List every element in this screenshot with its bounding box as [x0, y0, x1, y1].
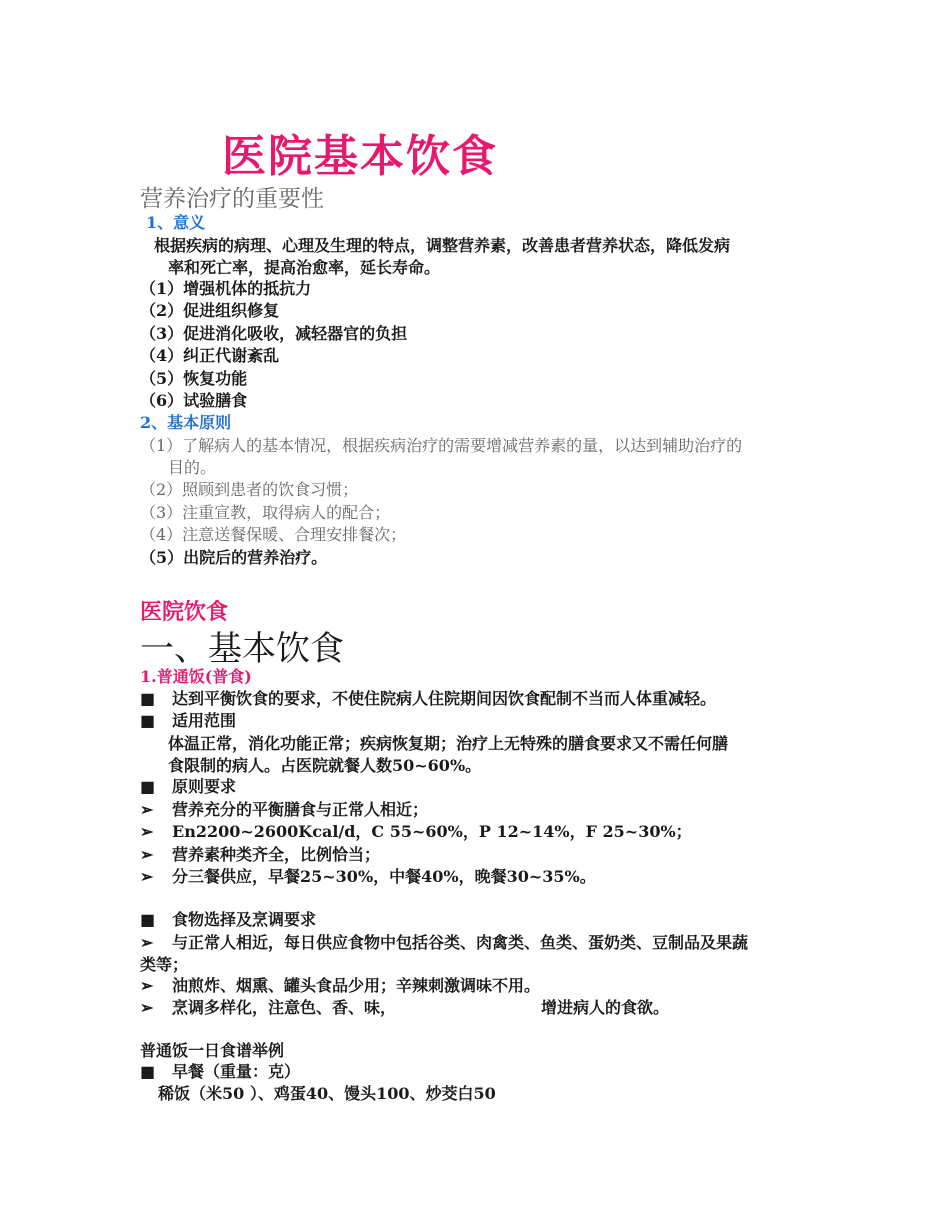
principle-4: （4）注意送餐保暖、合理安排餐次； — [140, 525, 407, 544]
arrow-bullet-icon: ➢ — [140, 822, 154, 841]
page-title: 医院基本饮食 — [222, 131, 498, 182]
food-item-1-line1: ➢ 与正常人相近，每日供应食物中包括谷类、肉禽类、鱼类、蛋奶类、豆制品及果蔬 — [140, 933, 749, 952]
food-item-3-tail: 增进病人的食欲。 — [541, 998, 670, 1017]
meaning-paragraph-line1: 根据疾病的病理、心理及生理的特点，调整营养素，改善患者营养状态，降低发病 — [154, 236, 731, 255]
square-bullet-icon: ■ — [140, 689, 156, 708]
arrow-bullet-icon: ➢ — [140, 800, 154, 819]
bullet-principle-requirements — [140, 778, 236, 796]
heading-meaning: 1、意义 — [146, 213, 206, 232]
bullet-text: 原则要求 — [172, 777, 237, 796]
arrow-bullet-icon: ➢ — [140, 998, 154, 1017]
requirement-1: ➢ 营养充分的平衡膳食与正常人相近； — [140, 800, 429, 819]
meaning-item-2: （2）促进组织修复 — [140, 301, 280, 320]
meaning-item-1: （1）增强机体的抵抗力 — [140, 279, 312, 298]
bullet-balanced-diet — [140, 690, 716, 708]
heading-basic-diet: 一、基本饮食 — [140, 629, 344, 669]
square-bullet-icon: ■ — [140, 777, 156, 796]
principle-5: （5）出院后的营养治疗。 — [140, 548, 328, 567]
bullet-text: 适用范围 — [172, 711, 237, 730]
bullet-scope — [140, 712, 236, 730]
square-bullet-icon: ■ — [140, 711, 156, 730]
requirement-3: ➢ 营养素种类齐全，比例恰当； — [140, 845, 381, 864]
principle-1-line1: （1）了解病人的基本情况，根据疾病治疗的需要增减营养素的量，以达到辅助治疗的 — [140, 436, 743, 455]
arrow-bullet-icon: ➢ — [140, 867, 154, 886]
meaning-paragraph-line2: 率和死亡率，提高治愈率，延长寿命。 — [168, 258, 441, 277]
requirement-2: ➢ En2200~2600Kcal/d，C 55~60%，P 12~14%，F 25~30%； — [140, 822, 692, 841]
food-item-1-line2: 类等； — [140, 955, 189, 974]
bullet-food-selection: ■ 食物选择及烹调要求 — [140, 910, 317, 929]
meaning-item-4: （4）纠正代谢紊乱 — [140, 346, 280, 365]
requirement-4: ➢ 分三餐供应，早餐25~30%，中餐40%，晚餐30~35%。 — [140, 867, 596, 886]
heading-principles: 2、基本原则 — [140, 413, 232, 432]
arrow-bullet-icon: ➢ — [140, 845, 154, 864]
meaning-item-6: （6）试验膳食 — [140, 391, 248, 410]
heading-regular-diet: 1.普通饭(普食) — [140, 667, 252, 686]
principle-1-line2: 目的。 — [168, 458, 217, 477]
scope-line1: 体温正常，消化功能正常；疾病恢复期；治疗上无特殊的膳食要求又不需任何膳 — [168, 734, 729, 753]
bullet-breakfast: ■ 早餐（重量：克） — [140, 1062, 301, 1081]
bullet-text: 达到平衡饮食的要求，不使住院病人住院期间因饮食配制不当而人体重减轻。 — [172, 689, 717, 708]
principle-2: （2）照顾到患者的饮食习惯； — [140, 480, 359, 499]
square-bullet-icon: ■ — [140, 910, 156, 929]
food-item-3: ➢ 烹调多样化，注意色、香、味， — [140, 998, 397, 1017]
scope-line2: 食限制的病人。占医院就餐人数50~60%。 — [168, 756, 482, 775]
meaning-item-3: （3）促进消化吸收，减轻器官的负担 — [140, 324, 408, 343]
heading-hospital-diet: 医院饮食 — [140, 600, 229, 625]
principle-3: （3）注重宣教，取得病人的配合； — [140, 503, 391, 522]
breakfast-menu: 稀饭（米50 ）、鸡蛋40、馒头100、炒茭白50 — [158, 1084, 496, 1103]
arrow-bullet-icon: ➢ — [140, 933, 154, 952]
square-bullet-icon: ■ — [140, 1062, 156, 1081]
arrow-bullet-icon: ➢ — [140, 976, 154, 995]
meaning-item-5: （5）恢复功能 — [140, 369, 248, 388]
food-item-2: ➢ 油煎炸、烟熏、罐头食品少用；辛辣刺激调味不用。 — [140, 976, 541, 995]
menu-example-title: 普通饭一日食谱举例 — [140, 1041, 285, 1060]
section-subtitle: 营养治疗的重要性 — [140, 186, 324, 212]
